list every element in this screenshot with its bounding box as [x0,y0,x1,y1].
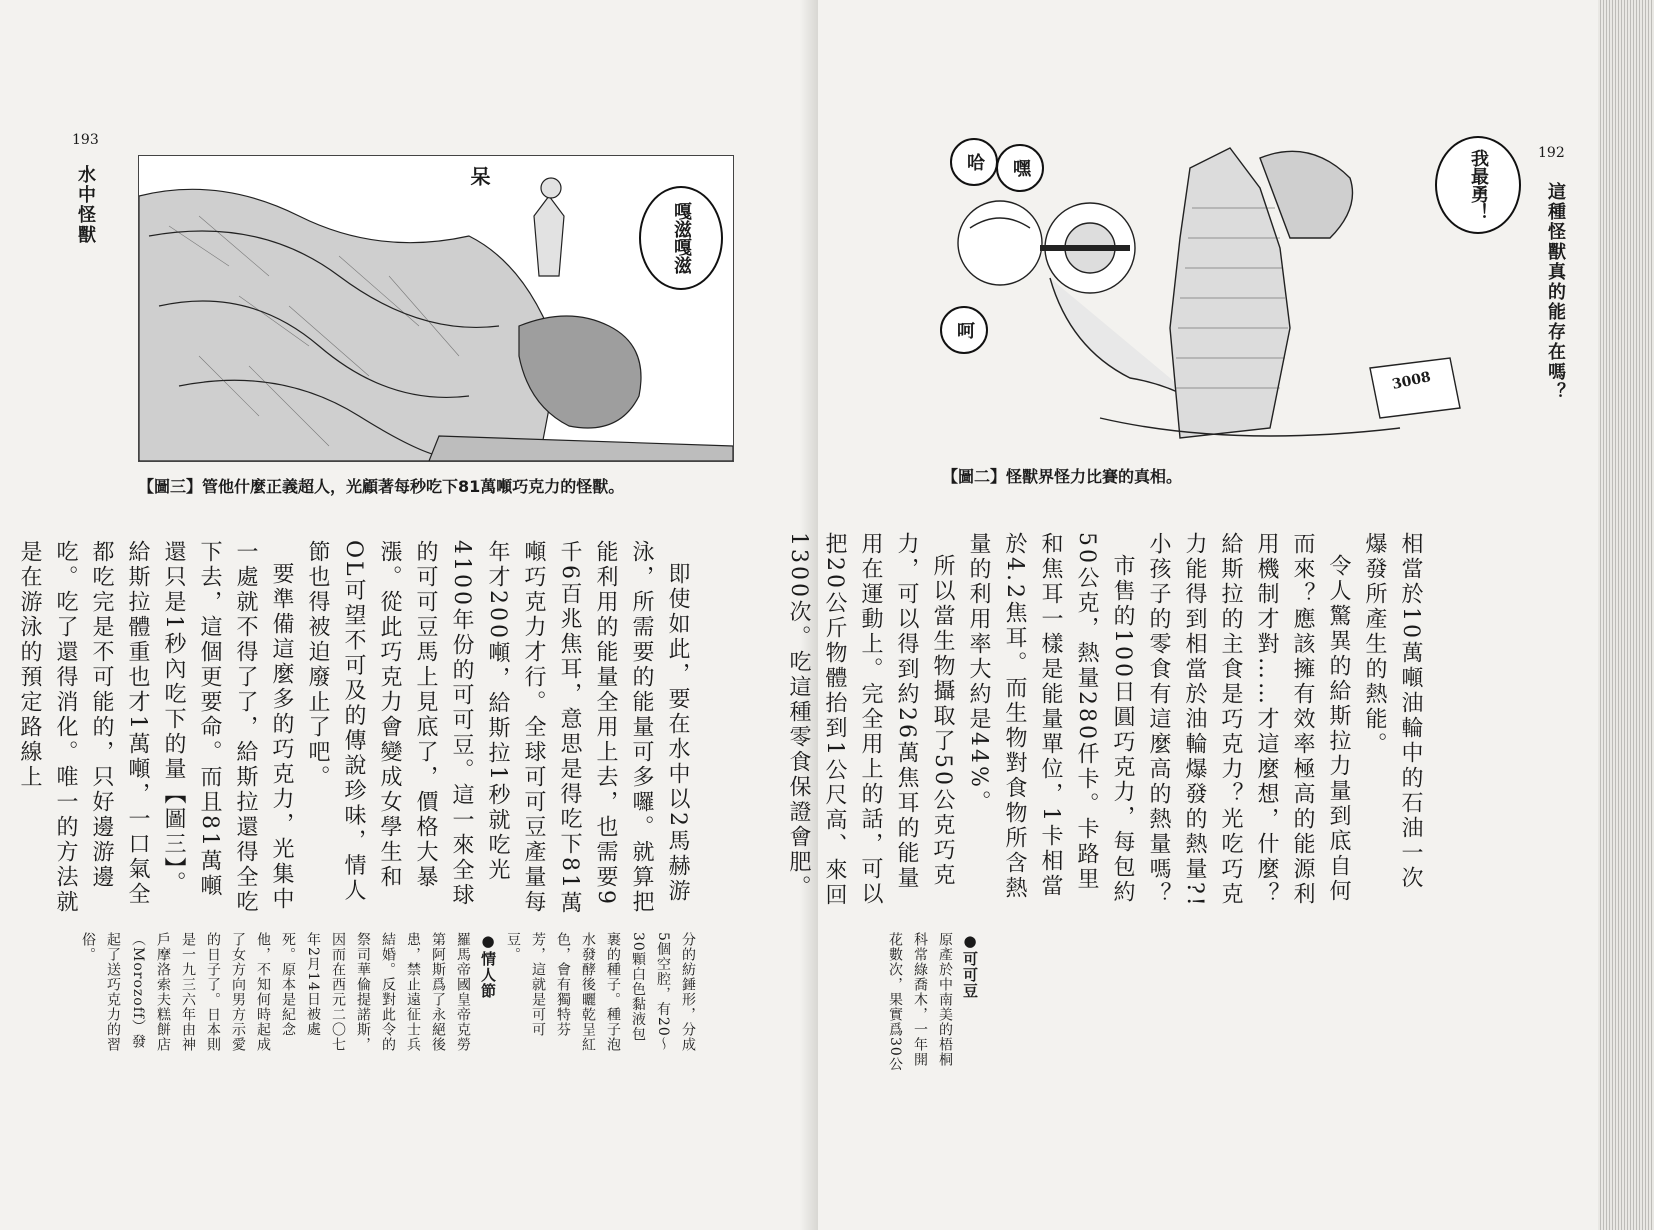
main-text-column [17,540,695,920]
paragraph: 市售的100日圓巧克力，每包約50公克，熱量280仟卡。卡路里和焦耳一樣是能量單位，1卡相當於4.2焦耳。而生物對食物所含熱量的利用率大約是44%。 [966,532,1135,905]
figure-caption: 【圖三】管他什麼正義超人，光顧著每秒吃下81萬噸巧克力的怪獸。 [138,477,625,496]
page-number: 193 [72,132,99,148]
illustration-figure-3 [138,155,734,462]
note-text: 羅馬帝國皇帝克勞第阿斯爲了永絕後患，禁止遠征士兵結婚。反對此令的祭司華倫提諾斯，因而在西元二〇七年2月14日被處死。原本是紀念他，不知何時起成了女方向男方示愛的日子了。日本則是一九三六年由神戶摩洛索夫糕餅店（Morozoff）發起了送巧克力的習俗。 [80,932,471,1052]
illustration-figure-2 [930,128,1536,458]
paragraph: 即使如此，要在水中以2馬赫游泳，所需要的能量可多囉。就算把能利用的能量全用上去，也需要9千6百兆焦耳，意思是得吃下81萬噸巧克力才行。全球可可豆產量每年才200噸，給斯拉1秒就吃光4100年份的可可豆。這一來全球的可可豆馬上見底了，價格大暴漲。從此巧克力會變成女學生和OL可望不可及的傳說珍味，情人節也得被迫廢止了吧。 [305,540,690,916]
speech-bubble-boast: 我最勇！ [1435,136,1521,234]
speech-bubble: 哈 [950,138,998,186]
speech-bubble: 呵 [940,306,988,354]
left-page [0,0,818,1230]
paragraph: 要準備這麼多的巧克力，光集中一處就不得了了，給斯拉還得全吃下去，這個更要命。而且81萬噸還只是1秒內吃下的量【圖三】。給斯拉體重也才1萬噸，一口氣全都吃完是不可能的，只好邊游邊吃。吃了還得消化。唯一的方法就是在游泳的預定路線上 [17,540,294,915]
note-title: ●可可豆 [961,932,979,999]
note-title: ●情人節 [479,932,497,999]
paragraph: 所以當生物攝取了50公克巧克力，可以得到約26萬焦耳的能量用在運動上。完全用上的話，可以把20公斤物體抬到1公尺高、來回1300次。吃這種零食保證會肥。 [786,532,955,908]
margin-notes [887,932,982,1072]
running-head: 水中怪獸 [75,165,96,245]
paragraph: 令人驚異的給斯拉力量到底自何而來？應該擁有效率極高的能源利用機制才對……才這麼想，什麼？給斯拉的主食是巧克力？光吃巧克力能得到相當於油輪爆發的熱量?!小孩子的零食有這麼高的熱量嗎？ [1146,532,1351,909]
page-number: 192 [1538,145,1565,161]
speech-bubble-munch: 嘎滋嘎滋 [639,186,723,290]
page-edges [1598,0,1654,1230]
monster-eating-illustration [139,156,733,461]
note-text: 原產於中南美的梧桐科常綠喬木，一年開花數次，果實爲30公 [887,932,953,1072]
chocolate-box-label: 3008 [1390,369,1433,393]
paragraph: 相當於10萬噸油輪中的石油一次爆發所產生的熱能。 [1362,532,1423,891]
figure-caption: 【圖二】怪獸界怪力比賽的真相。 [942,467,1183,486]
note-text: 分的紡錘形，分成5個空腔，有20～30顆白色黏液包裹的種子。種子泡水發酵後曬乾呈紅色，會有獨特芬芳，這就是可可豆。 [505,932,696,1052]
sfx-dai: 呆 [467,166,491,186]
right-page [786,0,1598,1230]
main-text-column [786,532,1428,912]
margin-notes [80,932,700,1052]
speech-bubble: 嘿 [996,144,1044,192]
running-head: 這種怪獸真的能存在嗎？ [1545,182,1566,402]
